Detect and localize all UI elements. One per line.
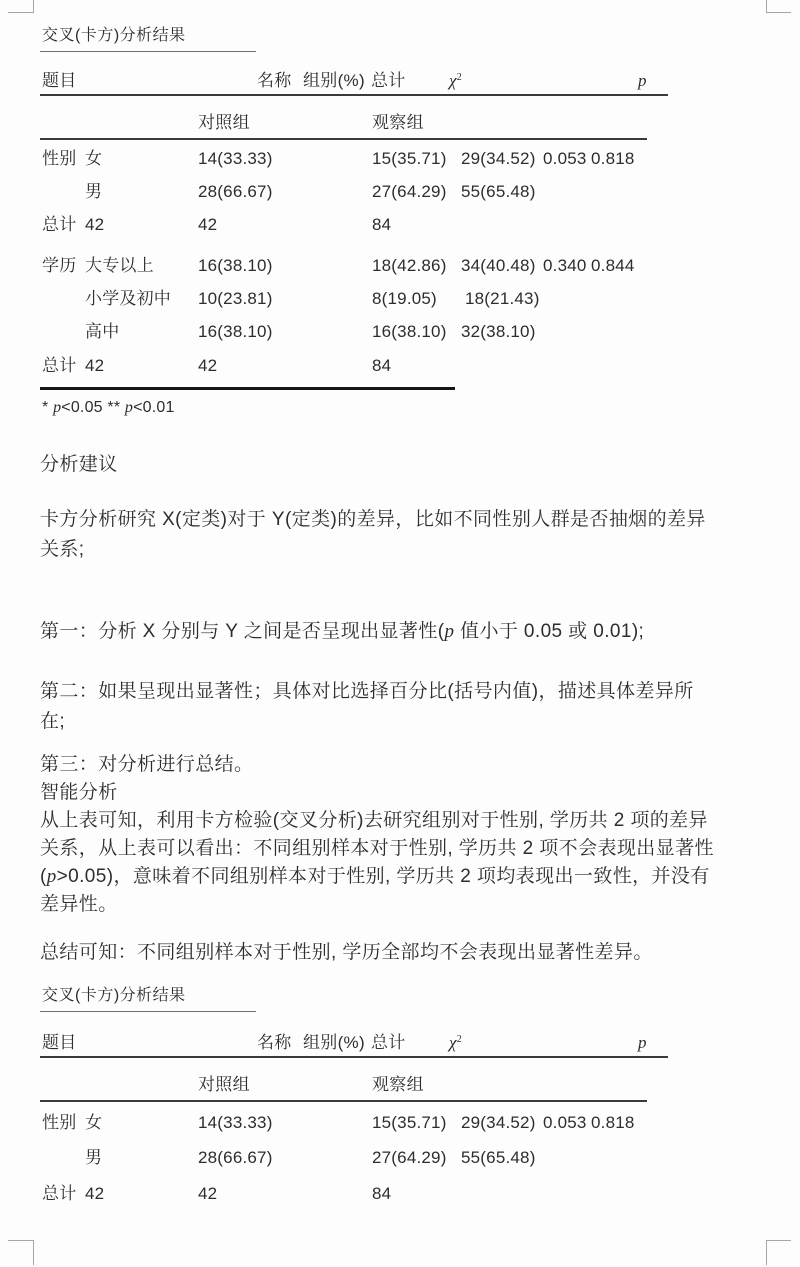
cell-topic: 性别 <box>42 149 77 168</box>
footnote-text: * <box>42 399 54 416</box>
table1-col-topic: 题目 <box>42 71 77 90</box>
cell-chi: 0.053 <box>543 149 587 168</box>
footnote-p-symbol: p <box>124 399 134 416</box>
table1-col-name: 名称 <box>257 71 292 90</box>
table1-col-total: 总计 <box>371 71 406 90</box>
advice-section-title: 分析建议 <box>40 454 118 475</box>
cell-control: 42 <box>198 215 218 234</box>
table2-col-total: 总计 <box>371 1033 406 1052</box>
table1-col-group-pct: 组别(%) <box>303 71 365 90</box>
cell-topic: 学历 <box>42 256 77 275</box>
chi-exponent: 2 <box>456 1034 463 1045</box>
cell-control: 10(23.81) <box>198 289 273 308</box>
cell-topic: 总计 <box>42 1184 77 1203</box>
table2-header-rule <box>40 1056 668 1058</box>
table-row <box>0 1114 800 1134</box>
table-row <box>0 183 800 203</box>
footnote-text: <0.01 <box>133 399 175 416</box>
table1-header-row <box>0 72 800 92</box>
conclusion-line: 总结可知：不同组别样本对于性别, 学历全部均不会表现出显著性差异。 <box>40 942 653 963</box>
table-row <box>0 216 800 236</box>
smart-analysis-line: 关系，从上表可以看出：不同组别样本对于性别, 学历共 2 项不会表现出显著性 <box>40 838 714 859</box>
cell-control: 42 <box>198 356 218 375</box>
cell-name: 大专以上 <box>85 256 154 275</box>
cell-total: 29(34.52) <box>461 1113 536 1132</box>
table2-col-name: 名称 <box>257 1033 292 1052</box>
table2-title-underline <box>40 1011 256 1012</box>
footnote-p-symbol: p <box>53 399 62 416</box>
cell-name: 男 <box>85 1148 103 1167</box>
smart-analysis-line <box>40 867 710 886</box>
chi-symbol: χ <box>449 1033 457 1052</box>
cell-control: 14(33.33) <box>198 1113 273 1132</box>
smart-analysis-line: 差异性。 <box>40 894 118 915</box>
cell-chi: 0.340 <box>543 256 587 275</box>
cell-topic: 总计 <box>42 215 77 234</box>
cell-name: 男 <box>85 182 103 201</box>
chi-exponent: 2 <box>456 72 463 83</box>
table1-title: 交叉(卡方)分析结果 <box>42 27 186 44</box>
cell-name: 高中 <box>85 322 120 341</box>
advice-point-3: 第三：对分析进行总结。 <box>40 754 254 775</box>
table1-col-chi-square <box>449 72 462 89</box>
table2-subheader-rule <box>40 1100 647 1102</box>
point-text: 值小于 0.05 或 0.01); <box>454 621 645 642</box>
table1-col-p: p <box>638 71 647 90</box>
chi-symbol: χ <box>449 71 457 90</box>
table1-subheader-row <box>0 114 800 134</box>
table1-subcol-observe: 观察组 <box>372 113 424 132</box>
cell-observe: 18(42.86) <box>372 256 447 275</box>
cell-observe: 84 <box>372 1184 392 1203</box>
cell-total: 55(65.48) <box>461 1148 536 1167</box>
cell-name: 42 <box>85 215 105 234</box>
table2-col-chi-square <box>449 1034 462 1051</box>
table1-bottom-rule <box>40 387 455 390</box>
cell-observe: 27(64.29) <box>372 182 447 201</box>
cell-name: 42 <box>85 1184 105 1203</box>
cell-total: 55(65.48) <box>461 182 536 201</box>
advice-point-2-line: 第二：如果呈现出显著性；具体对比选择百分比(括号内值)，描述具体差异所 <box>40 681 694 702</box>
table2-title: 交叉(卡方)分析结果 <box>42 987 186 1004</box>
table2-subheader-row <box>0 1076 800 1096</box>
line-text: ( <box>40 866 47 887</box>
advice-point-2-line: 在; <box>40 711 66 732</box>
cell-observe: 84 <box>372 356 392 375</box>
p-symbol: p <box>46 866 57 887</box>
table1-footnote <box>42 400 175 416</box>
table-row <box>0 150 800 170</box>
cell-topic: 总计 <box>42 356 77 375</box>
cell-observe: 27(64.29) <box>372 1148 447 1167</box>
cell-total: 29(34.52) <box>461 149 536 168</box>
advice-paragraph-line: 卡方分析研究 X(定类)对于 Y(定类)的差异，比如不同性别人群是否抽烟的差异 <box>40 509 706 530</box>
cell-observe: 84 <box>372 215 392 234</box>
cell-total: 32(38.10) <box>461 322 536 341</box>
p-symbol: p <box>444 621 455 642</box>
cell-observe: 15(35.71) <box>372 1113 447 1132</box>
table-row <box>0 1185 800 1205</box>
crop-mark-bottom-left-icon <box>8 1240 34 1265</box>
cell-name: 小学及初中 <box>85 289 171 308</box>
crop-mark-top-left-icon <box>8 0 34 13</box>
table2-subcol-control: 对照组 <box>198 1075 250 1094</box>
advice-paragraph-line: 关系; <box>40 539 85 560</box>
table-row <box>0 323 800 343</box>
smart-analysis-title: 智能分析 <box>40 782 118 803</box>
table-row <box>0 1149 800 1169</box>
table2-col-p: p <box>638 1033 647 1052</box>
table-row <box>0 290 800 310</box>
cell-total: 18(21.43) <box>465 289 540 308</box>
table1-subcol-control: 对照组 <box>198 113 250 132</box>
table2-header-row <box>0 1034 800 1054</box>
cell-name: 女 <box>85 1113 103 1132</box>
point-text: 第一：分析 X 分别与 Y 之间是否呈现出显著性( <box>40 621 445 642</box>
cell-observe: 16(38.10) <box>372 322 447 341</box>
footnote-text: <0.05 ** <box>61 399 125 416</box>
cell-p: 0.818 <box>591 149 635 168</box>
table-row <box>0 257 800 277</box>
cell-name: 42 <box>85 356 105 375</box>
cell-p: 0.818 <box>591 1113 635 1132</box>
table-row <box>0 357 800 377</box>
crop-mark-bottom-right-icon <box>766 1240 791 1265</box>
cell-control: 42 <box>198 1184 218 1203</box>
cell-chi: 0.053 <box>543 1113 587 1132</box>
cell-control: 28(66.67) <box>198 182 273 201</box>
cell-total: 34(40.48) <box>461 256 536 275</box>
cell-p: 0.844 <box>591 256 635 275</box>
cell-name: 女 <box>85 149 103 168</box>
table1-title-underline <box>40 51 256 52</box>
advice-point-1 <box>40 622 644 641</box>
table2-subcol-observe: 观察组 <box>372 1075 424 1094</box>
table1-header-rule <box>40 94 668 96</box>
cell-control: 28(66.67) <box>198 1148 273 1167</box>
cell-observe: 8(19.05) <box>372 289 437 308</box>
cell-topic: 性别 <box>42 1113 77 1132</box>
table2-col-topic: 题目 <box>42 1033 77 1052</box>
crop-mark-top-right-icon <box>766 0 791 13</box>
table2-col-group-pct: 组别(%) <box>303 1033 365 1052</box>
cell-observe: 15(35.71) <box>372 149 447 168</box>
cell-control: 14(33.33) <box>198 149 273 168</box>
cell-control: 16(38.10) <box>198 256 273 275</box>
table1-subheader-rule <box>40 138 647 140</box>
smart-analysis-line: 从上表可知，利用卡方检验(交叉分析)去研究组别对于性别, 学历共 2 项的差异 <box>40 810 708 831</box>
cell-control: 16(38.10) <box>198 322 273 341</box>
line-text: >0.05)，意味着不同组别样本对于性别, 学历共 2 项均表现出一致性，并没有 <box>56 866 710 887</box>
